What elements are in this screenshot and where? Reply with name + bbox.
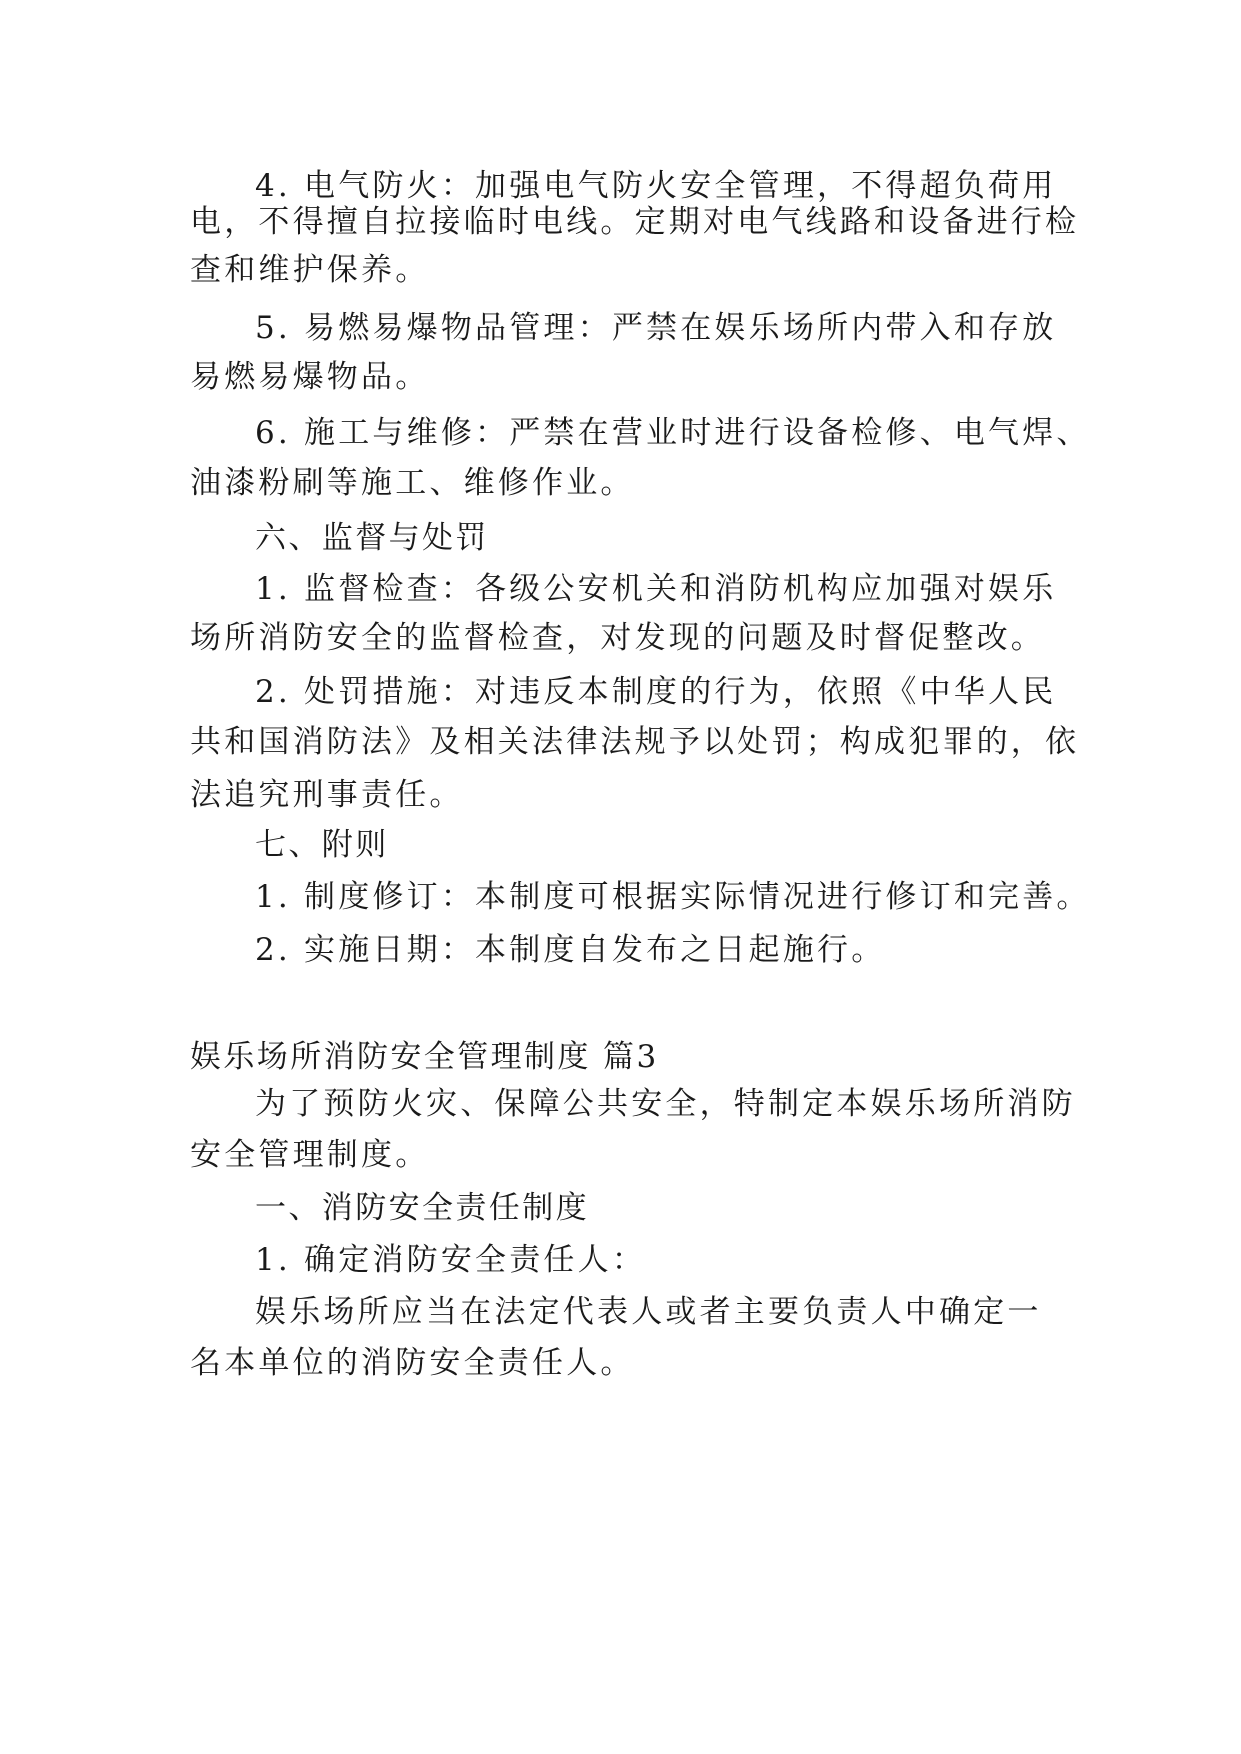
paragraph-line: 为了预防火灾、保障公共安全，特制定本娱乐场所消防 — [255, 1086, 1076, 1122]
paragraph-line: 6. 施工与维修：严禁在营业时进行设备检修、电气焊、 — [255, 415, 1091, 451]
paragraph-line: 1. 制度修订：本制度可根据实际情况进行修订和完善。 — [255, 879, 1091, 915]
paragraph-line: 5. 易燃易爆物品管理：严禁在娱乐场所内带入和存放 — [255, 310, 1057, 346]
paragraph-line: 易燃易爆物品。 — [190, 359, 430, 395]
paragraph-line: 2. 实施日期：本制度自发布之日起施行。 — [255, 932, 886, 968]
paragraph-line: 安全管理制度。 — [190, 1137, 430, 1173]
paragraph-line: 4. 电气防火：加强电气防火安全管理，不得超负荷用 — [255, 168, 1057, 204]
paragraph-line: 油漆粉刷等施工、维修作业。 — [190, 465, 635, 501]
paragraph-line: 2. 处罚措施：对违反本制度的行为，依照《中华人民 — [255, 674, 1057, 710]
paragraph-line: 电，不得擅自拉接临时电线。定期对电气线路和设备进行检 — [190, 204, 1080, 240]
paragraph-line: 查和维护保养。 — [190, 252, 430, 288]
paragraph-line: 场所消防安全的监督检查，对发现的问题及时督促整改。 — [190, 620, 1045, 656]
paragraph-line: 1. 监督检查：各级公安机关和消防机构应加强对娱乐 — [255, 571, 1057, 607]
paragraph-line: 法追究刑事责任。 — [190, 777, 464, 813]
paragraph-line: 娱乐场所应当在法定代表人或者主要负责人中确定一 — [255, 1294, 1042, 1330]
section-heading: 七、附则 — [255, 827, 389, 863]
section-heading: 六、监督与处罚 — [255, 520, 489, 556]
article-title: 娱乐场所消防安全管理制度 篇3 — [190, 1039, 659, 1075]
paragraph-line: 共和国消防法》及相关法律法规予以处罚；构成犯罪的，依 — [190, 724, 1080, 760]
paragraph-line: 名本单位的消防安全责任人。 — [190, 1345, 635, 1381]
section-heading: 一、消防安全责任制度 — [255, 1190, 589, 1226]
paragraph-line: 1. 确定消防安全责任人： — [255, 1242, 647, 1278]
